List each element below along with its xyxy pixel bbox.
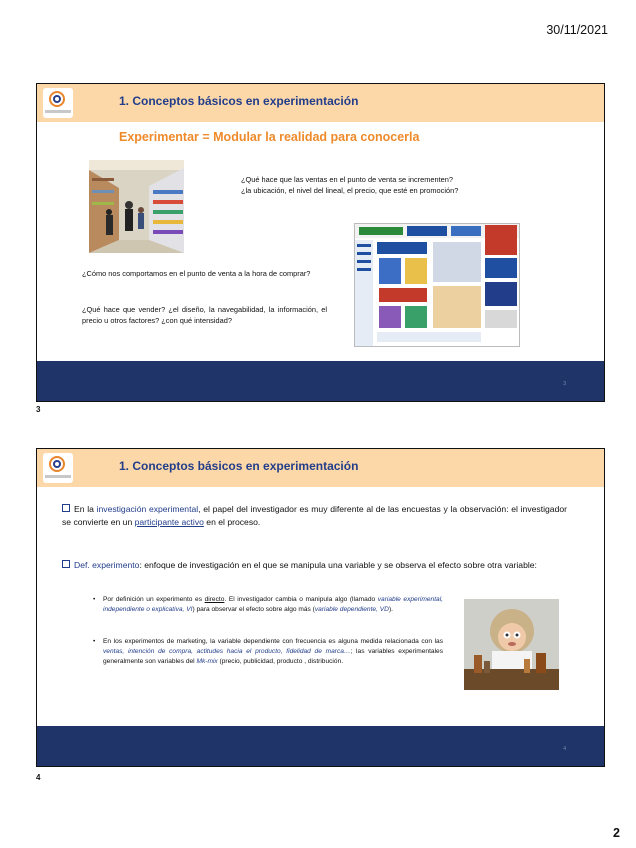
slide-title: 1. Conceptos básicos en experimentación bbox=[119, 459, 359, 473]
question-sales-increase: ¿Qué hace que las ventas en el punto de venta se incrementen? bbox=[241, 175, 454, 184]
slide-number: 3 bbox=[36, 405, 41, 414]
slide-number: 4 bbox=[36, 773, 41, 782]
checkbox-bullet-icon bbox=[62, 504, 70, 512]
supermarket-photo bbox=[89, 160, 184, 253]
slide-header bbox=[37, 84, 604, 122]
scientist-photo bbox=[464, 599, 559, 690]
bullet-experimental-research: En la investigación experimental, el papel del investigador es muy diferente al de las encuestas y la observación: el investigador se convierte en un participante activo en el proceso. bbox=[62, 504, 567, 527]
slide-header bbox=[37, 449, 604, 487]
slide-4 bbox=[36, 448, 605, 767]
slide-footer bbox=[37, 361, 604, 401]
checkbox-bullet-icon bbox=[62, 560, 70, 568]
question-online-selling: ¿Qué hace que vender? ¿el diseño, la navegabilidad, la información, el precio u otros factores? ¿con qué intensidad? bbox=[82, 305, 327, 325]
university-logo-icon bbox=[43, 453, 73, 483]
slide-3 bbox=[36, 83, 605, 402]
website-screenshot bbox=[354, 223, 520, 347]
footer-slide-number: 4 bbox=[563, 746, 566, 752]
question-location-factors: ¿la ubicación, el nivel del lineal, el precio, que esté en promoción? bbox=[241, 186, 459, 195]
sub-bullet-direct-experiment: • Por definición un experimento es directo. El investigador cambia o manipula algo (llamado variable experimental, independiente o explicativa, VI) para observar el efecto sobre algo más (variable dependiente, VD). bbox=[93, 596, 443, 613]
footer-slide-number: 3 bbox=[563, 381, 566, 387]
document-date: 30/11/2021 bbox=[546, 23, 608, 37]
question-buying-behaviour: ¿Cómo nos comportamos en el punto de venta a la hora de comprar? bbox=[82, 269, 311, 278]
slide-footer bbox=[37, 726, 604, 766]
bullet-experiment-definition: Def. experimento: enfoque de investigación en el que se manipula una variable y se observa el efecto sobre otra variable: bbox=[62, 559, 567, 572]
slide-title: 1. Conceptos básicos en experimentación bbox=[119, 94, 359, 108]
page-number: 2 bbox=[613, 826, 620, 840]
university-logo-icon bbox=[43, 88, 73, 118]
sub-bullet-marketing-experiments: • En los experimentos de marketing, la variable dependiente con frecuencia es alguna medida relacionada con las ventas, intención de compra, actitudes hacia el producto, fidelidad de marca…; las variables experimentales generalmente son variables del Mk-mix (precio, publicidad, producto , distribución. bbox=[93, 638, 444, 665]
slide-subtitle: Experimentar = Modular la realidad para conocerla bbox=[119, 130, 420, 144]
